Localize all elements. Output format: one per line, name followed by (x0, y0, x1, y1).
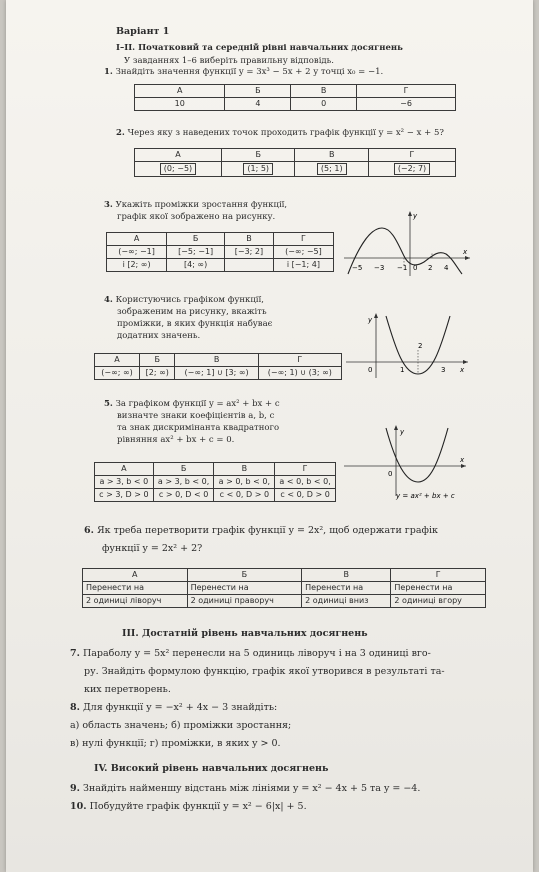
question-number: 7. (70, 648, 80, 659)
answer-table-5 (94, 462, 336, 502)
option-value: Перенести на (187, 582, 302, 595)
option-value: Перенести на (83, 582, 188, 595)
question-text: Укажіть проміжки зростання функції, (115, 200, 288, 210)
question-number: 2. (116, 128, 125, 138)
option-value: c > 0, D < 0 (153, 489, 214, 502)
option-letter: В (302, 569, 391, 582)
question-1 (104, 67, 383, 78)
option-value: (−∞; 1] ∪ [3; ∞) (175, 367, 258, 380)
variant-title: Варіант 1 (116, 26, 170, 37)
option-value: 4 (225, 98, 291, 111)
question-text-cont: ких перетворень. (84, 684, 171, 695)
option-value: [−5; −1] (167, 246, 225, 259)
option-letter: А (135, 85, 225, 98)
question-subitems: в) нулі функції; г) проміжки, в яких y > 0. (70, 738, 281, 749)
option-value: a > 3, b < 0 (95, 476, 154, 489)
option-value: (5; 1) (295, 162, 369, 177)
tick-label: −3 (374, 264, 385, 272)
tick-label: 3 (441, 366, 446, 374)
question-text: Знайдіть значення функції y = 3x³ − 5x + 2 у точці x₀ = −1. (115, 67, 384, 77)
question-text: Побудуйте графік функції y = x² − 6|x| + 5. (89, 801, 307, 812)
option-letter: А (95, 463, 154, 476)
option-letter: В (175, 354, 258, 367)
option-value: 2 одиниці вниз (302, 595, 391, 608)
question-text-cont: визначте знаки коефіцієнтів a, b, c (117, 411, 275, 421)
option-value: 2 одиниці ліворуч (83, 595, 188, 608)
function-curve (386, 428, 448, 482)
option-value: [−3; 2] (225, 246, 274, 259)
tick-label: 0 (413, 264, 418, 272)
option-value: c < 0, D > 0 (214, 489, 275, 502)
axis-label: x (460, 456, 465, 464)
axis-label: x (460, 366, 465, 374)
option-letter: В (291, 85, 357, 98)
option-letter: В (225, 233, 274, 246)
option-value: (−2; 7) (369, 162, 456, 177)
option-value: c < 0, D > 0 (275, 489, 336, 502)
option-letter: В (214, 463, 275, 476)
instruction-text: У завданнях 1–6 виберіть правильну відповідь. (124, 56, 334, 66)
level-heading: І–ІІ. Початковий та середній рівні навчальних досягнень (116, 43, 403, 53)
option-value: і [−1; 4] (273, 259, 333, 272)
tick-label: 2 (418, 342, 423, 350)
tick-label: −1 (397, 264, 408, 272)
question-text-cont: та знак дискримінанта квадратного (117, 423, 280, 433)
option-value: a < 0, b < 0, (275, 476, 336, 489)
question-5 (104, 399, 280, 410)
option-value: Перенести на (302, 582, 391, 595)
question-number: 1. (104, 67, 113, 77)
option-letter: А (107, 233, 167, 246)
option-value: Перенести на (391, 582, 486, 595)
question-text: За графіком функції y = ax² + bx + c (115, 399, 280, 409)
option-value: c > 3, D > 0 (95, 489, 154, 502)
question-number: 3. (104, 200, 113, 210)
question-text-cont: рівняння ax² + bx + c = 0. (117, 435, 235, 445)
question-2 (116, 128, 444, 139)
answer-table-3 (106, 232, 334, 272)
option-letter: А (83, 569, 188, 582)
option-letter: В (295, 149, 369, 162)
option-letter: Г (273, 233, 333, 246)
option-value: 10 (135, 98, 225, 111)
option-value: 0 (291, 98, 357, 111)
option-letter: Б (221, 149, 295, 162)
option-value: і [2; ∞) (107, 259, 167, 272)
option-value: 2 одиниці вгору (391, 595, 486, 608)
option-value: (−∞; −5] (273, 246, 333, 259)
axis-label: y (400, 428, 405, 436)
option-value: [4; ∞) (167, 259, 225, 272)
graph-q3 (344, 208, 474, 278)
answer-table-1 (134, 84, 456, 111)
option-value: (−∞; 1) ∪ (3; ∞) (258, 367, 341, 380)
option-letter: Б (225, 85, 291, 98)
graph-q4 (346, 310, 471, 380)
y-arrow-icon (374, 313, 378, 318)
question-number: 9. (70, 783, 80, 794)
question-4 (104, 295, 264, 306)
question-text-cont: зображеним на рисунку, вкажіть (117, 307, 267, 317)
question-number: 5. (104, 399, 113, 409)
question-text-cont: проміжки, в яких функція набуває (117, 319, 273, 329)
question-10 (70, 801, 307, 813)
question-subitems: а) область значень; б) проміжки зростання; (70, 720, 292, 731)
question-number: 4. (104, 295, 113, 305)
tick-label: 4 (444, 264, 449, 272)
tick-label: 2 (428, 264, 433, 272)
graph-q5 (344, 424, 474, 502)
axis-label: x (463, 248, 468, 256)
question-number: 8. (70, 702, 80, 713)
y-arrow-icon (408, 211, 412, 216)
option-value: a > 3, b < 0, (153, 476, 214, 489)
question-text: Користуючись графіком функції, (115, 295, 264, 305)
tick-label: 0 (368, 366, 373, 374)
axis-label: y (413, 212, 418, 220)
option-letter: Б (187, 569, 302, 582)
option-value: 2 одиниці праворуч (187, 595, 302, 608)
question-text-cont: графік якої зображено на рисунку. (117, 212, 276, 222)
option-letter: Г (275, 463, 336, 476)
question-6 (84, 525, 438, 537)
option-letter: Б (167, 233, 225, 246)
option-value: (−∞; −1] (107, 246, 167, 259)
graph-formula: y = ax² + bx + c (396, 492, 455, 500)
option-letter: Б (153, 463, 214, 476)
question-text-cont: функції y = 2x² + 2? (102, 543, 203, 554)
level-3-heading: ІІІ. Достатній рівень навчальних досягнень (122, 628, 368, 639)
x-arrow-icon (465, 256, 470, 260)
origin-label: 0 (388, 470, 393, 478)
x-arrow-icon (461, 464, 466, 468)
option-value (225, 259, 274, 272)
option-letter: А (95, 354, 140, 367)
question-number: 10. (70, 801, 87, 812)
option-value: [2; ∞) (140, 367, 175, 380)
question-text: Через яку з наведених точок проходить графік функції y = x² − x + 5? (127, 128, 444, 138)
option-letter: Б (140, 354, 175, 367)
question-8 (70, 702, 277, 714)
option-value: (−∞; ∞) (95, 367, 140, 380)
option-letter: Г (369, 149, 456, 162)
question-text: Параболу y = 5x² перенесли на 5 одиниць ліворуч і на 3 одиниці вго- (82, 648, 431, 659)
question-text-cont: ру. Знайдіть формулою функцію, графік якої утворився в результаті та- (84, 666, 445, 677)
worksheet-page (6, 0, 533, 872)
tick-label: 1 (400, 366, 405, 374)
question-number: 6. (84, 525, 94, 536)
question-text: Як треба перетворити графік функції y = 2x², щоб одержати графік (96, 525, 438, 536)
x-arrow-icon (463, 360, 468, 364)
option-value: a > 0, b < 0, (214, 476, 275, 489)
answer-table-4 (94, 353, 342, 380)
option-value: −6 (357, 98, 456, 111)
answer-table-6 (82, 568, 486, 608)
tick-label: −5 (352, 264, 363, 272)
question-7 (70, 648, 431, 660)
option-letter: Г (357, 85, 456, 98)
level-4-heading: IV. Високий рівень навчальних досягнень (94, 763, 329, 774)
question-3 (104, 200, 287, 211)
option-letter: А (135, 149, 222, 162)
y-arrow-icon (394, 425, 398, 430)
option-value: (1; 5) (221, 162, 295, 177)
answer-table-2 (134, 148, 456, 177)
question-9 (70, 783, 420, 795)
option-letter: Г (258, 354, 341, 367)
question-text: Для функції y = −x² + 4x − 3 знайдіть: (82, 702, 278, 713)
option-letter: Г (391, 569, 486, 582)
question-text-cont: додатних значень. (117, 331, 201, 341)
question-text: Знайдіть найменшу відстань між лініями y = x² − 4x + 5 та y = −4. (82, 783, 421, 794)
option-value: (0; −5) (135, 162, 222, 177)
axis-label: y (368, 316, 373, 324)
